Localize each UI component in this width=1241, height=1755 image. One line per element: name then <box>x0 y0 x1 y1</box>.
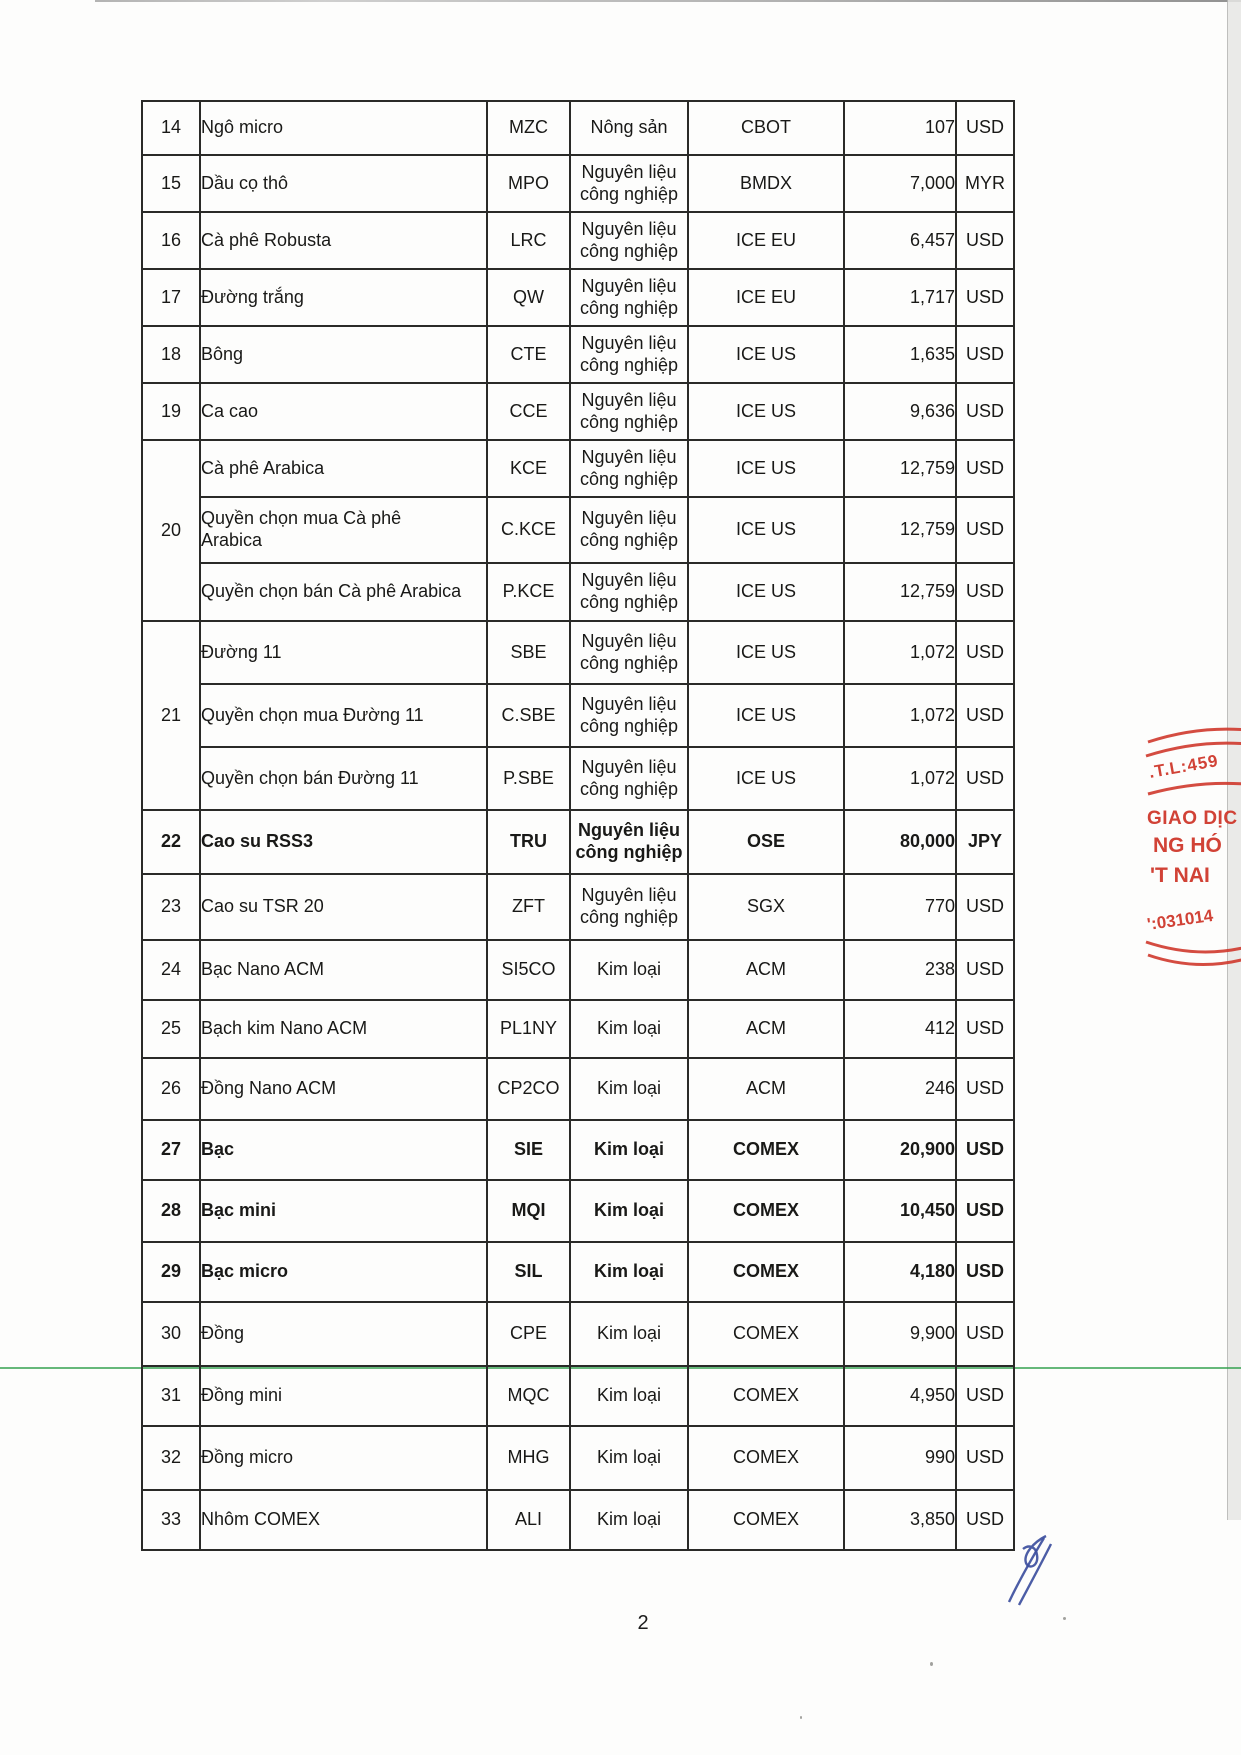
category-cell: Kim loại <box>570 940 688 1000</box>
currency-cell: USD <box>956 747 1014 810</box>
currency-cell: USD <box>956 326 1014 383</box>
currency-cell: USD <box>956 1058 1014 1120</box>
stamp-text-serial: ':031014 <box>1145 905 1215 934</box>
value-cell: 1,072 <box>844 747 956 810</box>
table-row <box>142 440 1014 497</box>
commodity-name-cell: Cà phê Robusta <box>200 212 487 269</box>
value-cell: 238 <box>844 940 956 1000</box>
commodity-name-cell: Đồng micro <box>200 1426 487 1490</box>
table-row <box>142 1490 1014 1550</box>
currency-cell: USD <box>956 1242 1014 1302</box>
table-row <box>142 1242 1014 1302</box>
exchange-cell: ICE US <box>688 440 844 497</box>
commodity-name-cell: Ca cao <box>200 383 487 440</box>
value-cell: 770 <box>844 874 956 940</box>
table-row <box>142 269 1014 326</box>
row-number-cell: 23 <box>142 874 200 940</box>
table-row <box>142 101 1014 155</box>
row-number-cell: 24 <box>142 940 200 1000</box>
exchange-cell: COMEX <box>688 1120 844 1180</box>
currency-cell: USD <box>956 1180 1014 1242</box>
value-cell: 412 <box>844 1000 956 1058</box>
category-cell: Kim loại <box>570 1180 688 1242</box>
table-row <box>142 940 1014 1000</box>
commodity-name-cell: Bạc <box>200 1120 487 1180</box>
exchange-cell: SGX <box>688 874 844 940</box>
commodity-code-cell: MZC <box>487 101 570 155</box>
commodity-code-cell: MQI <box>487 1180 570 1242</box>
table-row <box>142 1000 1014 1058</box>
commodity-name-cell: Cao su RSS3 <box>200 810 487 874</box>
exchange-cell: COMEX <box>688 1302 844 1366</box>
value-cell: 80,000 <box>844 810 956 874</box>
value-cell: 1,072 <box>844 621 956 684</box>
commodity-code-cell: PL1NY <box>487 1000 570 1058</box>
currency-cell: USD <box>956 383 1014 440</box>
row-number-cell: 18 <box>142 326 200 383</box>
page-number: 2 <box>637 1612 649 1634</box>
value-cell: 12,759 <box>844 563 956 621</box>
exchange-cell: ICE US <box>688 684 844 747</box>
category-cell: Nguyên liệu công nghiệp <box>570 684 688 747</box>
commodity-name-cell: Dầu cọ thô <box>200 155 487 212</box>
category-cell: Kim loại <box>570 1426 688 1490</box>
currency-cell: USD <box>956 1120 1014 1180</box>
currency-cell: USD <box>956 940 1014 1000</box>
currency-cell: MYR <box>956 155 1014 212</box>
commodity-code-cell: C.KCE <box>487 497 570 563</box>
exchange-cell: COMEX <box>688 1242 844 1302</box>
currency-cell: USD <box>956 1000 1014 1058</box>
category-cell: Kim loại <box>570 1120 688 1180</box>
value-cell: 9,900 <box>844 1302 956 1366</box>
scan-top-edge-artifact <box>95 0 1241 2</box>
table-row <box>142 212 1014 269</box>
commodity-code-cell: SIL <box>487 1242 570 1302</box>
commodity-name-cell: Quyền chọn bán Cà phê Arabica <box>200 563 487 621</box>
category-cell: Nguyên liệu công nghiệp <box>570 383 688 440</box>
value-cell: 4,950 <box>844 1366 956 1426</box>
category-cell: Nguyên liệu công nghiệp <box>570 326 688 383</box>
table-row <box>142 1058 1014 1120</box>
commodity-name-cell: Đồng Nano ACM <box>200 1058 487 1120</box>
currency-cell: USD <box>956 621 1014 684</box>
currency-cell: USD <box>956 1426 1014 1490</box>
value-cell: 7,000 <box>844 155 956 212</box>
table-row <box>142 874 1014 940</box>
exchange-cell: ICE US <box>688 563 844 621</box>
currency-cell: USD <box>956 497 1014 563</box>
stamp-text-line3: 'T NAI <box>1150 864 1210 887</box>
currency-cell: JPY <box>956 810 1014 874</box>
exchange-cell: ICE US <box>688 326 844 383</box>
currency-cell: USD <box>956 101 1014 155</box>
currency-cell: USD <box>956 1490 1014 1550</box>
commodity-name-cell: Quyền chọn bán Đường 11 <box>200 747 487 810</box>
currency-cell: USD <box>956 684 1014 747</box>
exchange-cell: ACM <box>688 1000 844 1058</box>
commodity-name-cell: Bạc micro <box>200 1242 487 1302</box>
commodity-code-cell: CCE <box>487 383 570 440</box>
commodity-code-cell: MHG <box>487 1426 570 1490</box>
commodity-code-cell: CPE <box>487 1302 570 1366</box>
commodity-code-cell: C.SBE <box>487 684 570 747</box>
currency-cell: USD <box>956 1302 1014 1366</box>
exchange-cell: ACM <box>688 1058 844 1120</box>
value-cell: 1,717 <box>844 269 956 326</box>
stamp-text-line2: NG HÓ <box>1153 834 1222 857</box>
commodity-code-cell: KCE <box>487 440 570 497</box>
table-row <box>142 1180 1014 1242</box>
table-row <box>142 621 1014 684</box>
value-cell: 1,072 <box>844 684 956 747</box>
commodity-code-cell: SIE <box>487 1120 570 1180</box>
table-row <box>142 497 1014 563</box>
table-row <box>142 155 1014 212</box>
scan-speck <box>800 1716 802 1719</box>
category-cell: Nguyên liệu công nghiệp <box>570 747 688 810</box>
category-cell: Kim loại <box>570 1000 688 1058</box>
category-cell: Kim loại <box>570 1366 688 1426</box>
row-number-cell: 30 <box>142 1302 200 1366</box>
commodity-code-cell: QW <box>487 269 570 326</box>
category-cell: Nguyên liệu công nghiệp <box>570 269 688 326</box>
row-number-cell: 33 <box>142 1490 200 1550</box>
currency-cell: USD <box>956 563 1014 621</box>
value-cell: 12,759 <box>844 497 956 563</box>
exchange-cell: BMDX <box>688 155 844 212</box>
stamp-arc-mid <box>1148 783 1241 794</box>
commodity-table-body <box>142 101 1014 1550</box>
value-cell: 1,635 <box>844 326 956 383</box>
commodity-code-cell: LRC <box>487 212 570 269</box>
row-number-cell: 22 <box>142 810 200 874</box>
commodity-name-cell: Bạch kim Nano ACM <box>200 1000 487 1058</box>
value-cell: 9,636 <box>844 383 956 440</box>
commodity-name-cell: Bạc Nano ACM <box>200 940 487 1000</box>
row-number-cell: 21 <box>142 621 200 810</box>
row-number-cell: 26 <box>142 1058 200 1120</box>
commodity-name-cell: Đường 11 <box>200 621 487 684</box>
value-cell: 990 <box>844 1426 956 1490</box>
table-row <box>142 326 1014 383</box>
exchange-cell: CBOT <box>688 101 844 155</box>
commodity-code-cell: CTE <box>487 326 570 383</box>
commodity-code-cell: MQC <box>487 1366 570 1426</box>
category-cell: Nguyên liệu công nghiệp <box>570 621 688 684</box>
commodity-code-cell: P.KCE <box>487 563 570 621</box>
commodity-name-cell: Đồng mini <box>200 1366 487 1426</box>
category-cell: Nguyên liệu công nghiệp <box>570 874 688 940</box>
exchange-cell: OSE <box>688 810 844 874</box>
currency-cell: USD <box>956 269 1014 326</box>
value-cell: 107 <box>844 101 956 155</box>
row-number-cell: 20 <box>142 440 200 621</box>
exchange-cell: ICE US <box>688 497 844 563</box>
stamp-arc-bottom-inner <box>1146 942 1241 952</box>
stamp-text-ring: .T.L:459 <box>1147 751 1220 782</box>
commodity-code-cell: MPO <box>487 155 570 212</box>
exchange-cell: ICE US <box>688 383 844 440</box>
commodity-name-cell: Bạc mini <box>200 1180 487 1242</box>
value-cell: 3,850 <box>844 1490 956 1550</box>
value-cell: 246 <box>844 1058 956 1120</box>
commodity-name-cell: Đồng <box>200 1302 487 1366</box>
category-cell: Kim loại <box>570 1058 688 1120</box>
table-row <box>142 1302 1014 1366</box>
commodity-name-cell: Cà phê Arabica <box>200 440 487 497</box>
commodity-code-cell: SBE <box>487 621 570 684</box>
row-number-cell: 27 <box>142 1120 200 1180</box>
row-number-cell: 31 <box>142 1366 200 1426</box>
table-row <box>142 383 1014 440</box>
commodity-code-cell: TRU <box>487 810 570 874</box>
currency-cell: USD <box>956 874 1014 940</box>
row-number-cell: 14 <box>142 101 200 155</box>
signature-mark <box>996 1528 1060 1608</box>
row-number-cell: 17 <box>142 269 200 326</box>
table-row <box>142 810 1014 874</box>
commodity-code-cell: SI5CO <box>487 940 570 1000</box>
table-row <box>142 1426 1014 1490</box>
category-cell: Kim loại <box>570 1302 688 1366</box>
category-cell: Nguyên liệu công nghiệp <box>570 212 688 269</box>
exchange-cell: ICE US <box>688 621 844 684</box>
row-number-cell: 25 <box>142 1000 200 1058</box>
table-row <box>142 747 1014 810</box>
row-number-cell: 28 <box>142 1180 200 1242</box>
row-number-cell: 32 <box>142 1426 200 1490</box>
commodity-code-cell: CP2CO <box>487 1058 570 1120</box>
stamp-arc-top-inner <box>1146 743 1241 756</box>
commodity-code-cell: ZFT <box>487 874 570 940</box>
row-number-cell: 15 <box>142 155 200 212</box>
scan-speck <box>930 1662 933 1666</box>
exchange-cell: ICE EU <box>688 212 844 269</box>
commodity-name-cell: Cao su TSR 20 <box>200 874 487 940</box>
stamp-text-line1: GIAO DỊC <box>1147 808 1238 829</box>
value-cell: 10,450 <box>844 1180 956 1242</box>
commodity-name-cell: Đường trắng <box>200 269 487 326</box>
category-cell: Kim loại <box>570 1242 688 1302</box>
commodity-table <box>141 100 1015 1551</box>
stamp-arc-bottom-outer <box>1148 953 1241 965</box>
exchange-cell: COMEX <box>688 1366 844 1426</box>
commodity-code-cell: P.SBE <box>487 747 570 810</box>
commodity-name-cell: Nhôm COMEX <box>200 1490 487 1550</box>
category-cell: Nguyên liệu công nghiệp <box>570 440 688 497</box>
exchange-cell: ICE US <box>688 747 844 810</box>
exchange-cell: COMEX <box>688 1490 844 1550</box>
value-cell: 4,180 <box>844 1242 956 1302</box>
category-cell: Nguyên liệu công nghiệp <box>570 155 688 212</box>
row-number-cell: 29 <box>142 1242 200 1302</box>
commodity-name-cell: Quyền chọn mua Cà phê Arabica <box>200 497 487 563</box>
official-stamp-fragment <box>1146 722 1241 972</box>
commodity-code-cell: ALI <box>487 1490 570 1550</box>
currency-cell: USD <box>956 1366 1014 1426</box>
commodity-name-cell: Bông <box>200 326 487 383</box>
currency-cell: USD <box>956 440 1014 497</box>
table-row <box>142 684 1014 747</box>
exchange-cell: COMEX <box>688 1180 844 1242</box>
value-cell: 6,457 <box>844 212 956 269</box>
exchange-cell: ACM <box>688 940 844 1000</box>
value-cell: 12,759 <box>844 440 956 497</box>
value-cell: 20,900 <box>844 1120 956 1180</box>
currency-cell: USD <box>956 212 1014 269</box>
stamp-arc-top-outer <box>1148 729 1241 742</box>
category-cell: Nguyên liệu công nghiệp <box>570 810 688 874</box>
row-number-cell: 19 <box>142 383 200 440</box>
exchange-cell: COMEX <box>688 1426 844 1490</box>
commodity-name-cell: Quyền chọn mua Đường 11 <box>200 684 487 747</box>
row-number-cell: 16 <box>142 212 200 269</box>
scan-speck <box>1063 1617 1066 1620</box>
commodity-name-cell: Ngô micro <box>200 101 487 155</box>
table-row <box>142 1120 1014 1180</box>
table-row <box>142 1366 1014 1426</box>
category-cell: Nông sản <box>570 101 688 155</box>
category-cell: Nguyên liệu công nghiệp <box>570 563 688 621</box>
category-cell: Nguyên liệu công nghiệp <box>570 497 688 563</box>
table-row <box>142 563 1014 621</box>
category-cell: Kim loại <box>570 1490 688 1550</box>
exchange-cell: ICE EU <box>688 269 844 326</box>
